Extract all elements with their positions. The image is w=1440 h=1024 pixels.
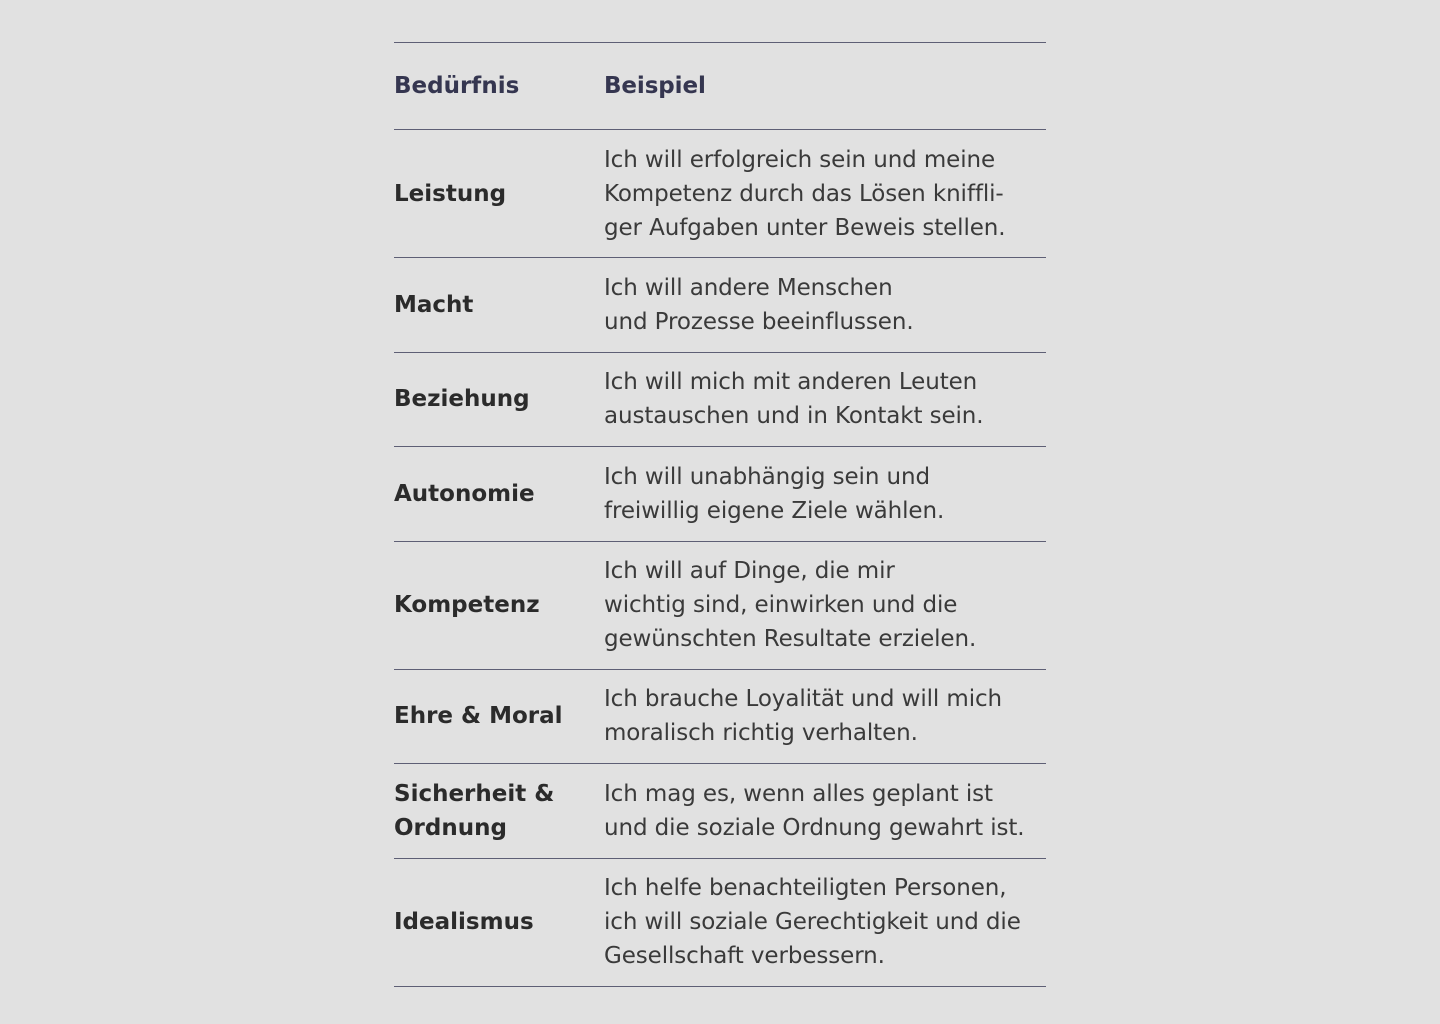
header-example: Beispiel [604,73,706,99]
example-cell: Ich mag es, wenn alles geplant ist und die soziale Ordnung gewahrt ist. [604,780,1025,841]
table-row [394,764,1046,859]
table-row [394,670,1046,765]
need-cell: Macht [394,291,474,318]
need-cell: Leistung [394,180,507,207]
need-cell: Ehre & Moral [394,703,563,730]
need-cell: Beziehung [394,386,530,413]
header-need: Bedürfnis [394,73,520,99]
table-row [394,130,1046,258]
need-cell: Kompetenz [394,592,540,618]
table-row [394,353,1046,448]
need-cell: Autonomie [394,480,535,507]
table-row [394,258,1046,353]
table-header-row [394,43,1046,130]
table-row [394,859,1046,987]
needs-table [394,42,1046,987]
example-cell: Ich will mich mit anderen Leuten austauschen und in Kontakt sein. [604,369,984,430]
need-cell: Sicherheit & Ordnung [394,780,555,841]
example-cell: Ich will unabhängig sein und freiwillig eigene Ziele wählen. [604,463,945,524]
table-row [394,447,1046,542]
example-cell: Ich helfe benachteiligten Personen, ich will soziale Gerechtigkeit und die Gesellschaft verbessern. [604,875,1021,969]
need-cell: Idealismus [394,909,534,935]
example-cell: Ich will erfolgreich sein und meine Kompetenz durch das Lösen kniffli- ger Aufgaben unter Beweis stellen. [604,146,1006,241]
example-cell: Ich brauche Loyalität und will mich moralisch richtig verhalten. [604,686,1003,747]
example-cell: Ich will andere Menschen und Prozesse beeinflussen. [604,274,914,335]
example-cell: Ich will auf Dinge, die mir wichtig sind, einwirken und die gewünschten Resultate erzielen. [604,558,977,652]
table-row [394,542,1046,670]
